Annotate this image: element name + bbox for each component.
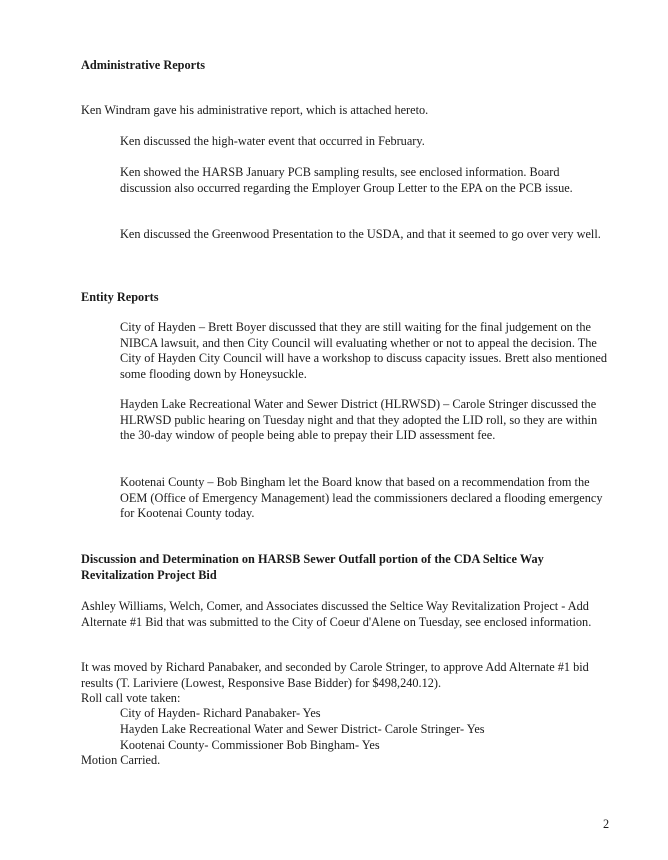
- entity-item-hayden: City of Hayden – Brett Boyer discussed that they are still waiting for the final judgement on the NIBCA lawsuit, and then City Council will evaluating whether or not to appeal the decision. The City of Hayden City Council will have a workshop to discuss capacity issues. Brett also mentioned some flooding down by Honeysuckle.: [120, 320, 608, 381]
- admin-intro: Ken Windram gave his administrative report, which is attached hereto.: [81, 103, 429, 117]
- section-heading-discussion-line-1: Discussion and Determination on HARSB Sewer Outfall portion of the CDA Seltice Way: [81, 552, 544, 566]
- admin-item-1: Ken discussed the high-water event that occurred in February.: [120, 134, 425, 148]
- vote-hlrwsd: Hayden Lake Recreational Water and Sewer District- Carole Stringer- Yes: [120, 722, 485, 736]
- motion-result: Motion Carried.: [81, 753, 161, 767]
- vote-hayden: City of Hayden- Richard Panabaker- Yes: [120, 706, 321, 720]
- entity-item-kootenai: Kootenai County – Bob Bingham let the Board know that based on a recommendation from the OEM (Office of Emergency Management) lead the commissioners declared a flooding emergency for Kootenai County today.: [120, 475, 603, 521]
- section-heading-discussion-line-2: Revitalization Project Bid: [81, 568, 217, 582]
- admin-item-2: Ken showed the HARSB January PCB sampling results, see enclosed information. Board discussion also occurred regarding the Employer Group Letter to the EPA on the PCB issue.: [120, 165, 573, 195]
- entity-item-hlrwsd: Hayden Lake Recreational Water and Sewer District (HLRWSD) – Carole Stringer discussed the HLRWSD public hearing on Tuesday night and that they adopted the LID roll, so they are within the 30-day window of people being able to prepay their LID assessment fee.: [120, 397, 598, 443]
- discussion-paragraph: Ashley Williams, Welch, Comer, and Associates discussed the Seltice Way Revitalization Project - Add Alternate #1 Bid that was submitted to the City of Coeur d'Alene on Tuesday, see enclosed information.: [81, 599, 592, 629]
- roll-call-label: Roll call vote taken:: [81, 691, 181, 705]
- page-number: 2: [603, 817, 610, 831]
- vote-kootenai: Kootenai County- Commissioner Bob Bingham- Yes: [120, 738, 380, 752]
- section-heading-administrative-reports: Administrative Reports: [81, 58, 205, 72]
- section-heading-entity-reports: Entity Reports: [81, 290, 159, 304]
- admin-item-3: Ken discussed the Greenwood Presentation to the USDA, and that it seemed to go over very well.: [120, 227, 601, 241]
- motion-paragraph: It was moved by Richard Panabaker, and seconded by Carole Stringer, to approve Add Alternate #1 bid results (T. Lariviere (Lowest, Responsive Base Bidder) for $498,240.12).: [81, 660, 589, 690]
